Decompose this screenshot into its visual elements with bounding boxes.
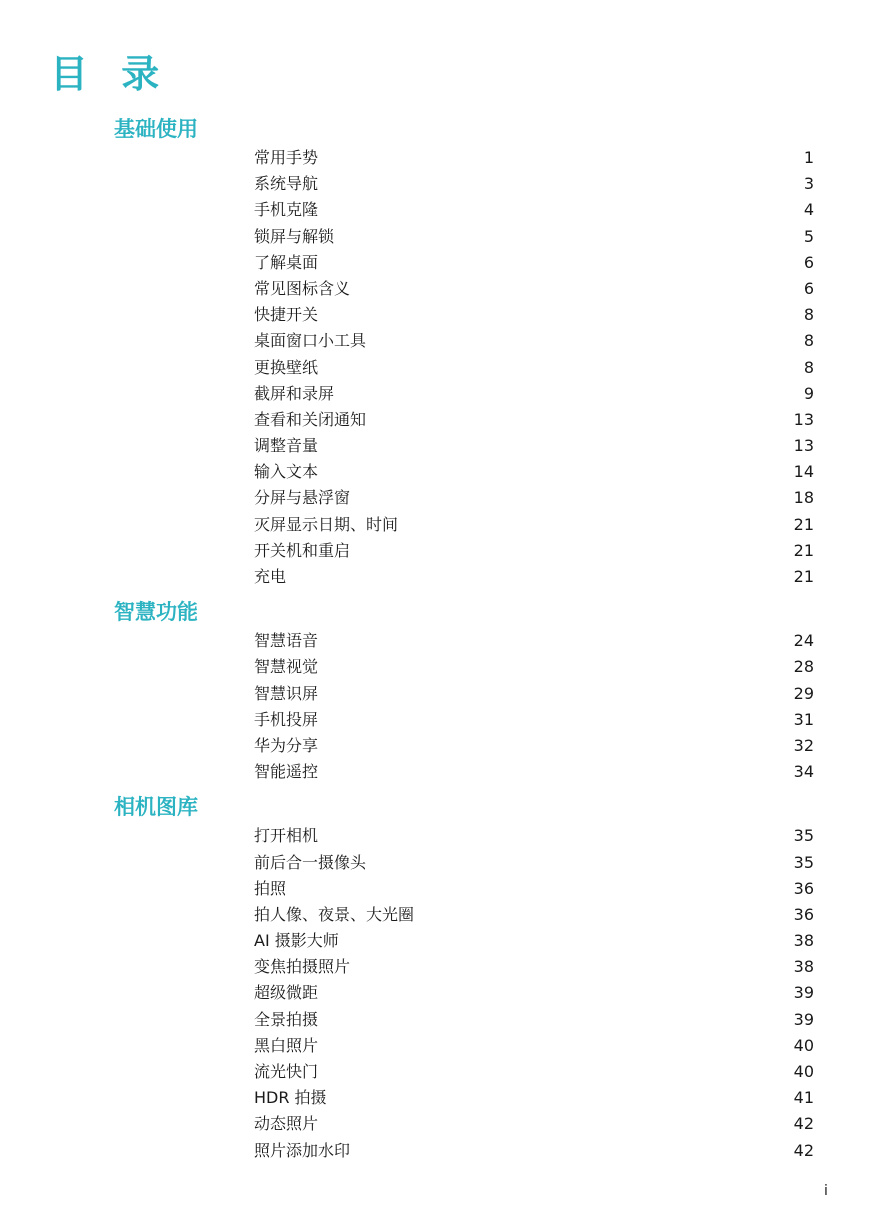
toc-entry-page: 40: [793, 1062, 814, 1081]
toc-entry-label: 查看和关闭通知: [254, 409, 367, 429]
toc-entry-label: 截屏和录屏: [254, 383, 335, 403]
toc-entry[interactable]: [0, 564, 869, 590]
toc-entry-label: 灭屏显示日期、时间: [254, 514, 399, 534]
toc-entry-page: 34: [793, 762, 814, 782]
toc-entry-page: 9: [803, 383, 814, 403]
toc-entry-label: 调整音量: [254, 436, 319, 456]
toc-entry-page: 32: [793, 735, 814, 755]
toc-entry[interactable]: [0, 355, 869, 381]
toc-entry[interactable]: [0, 1033, 869, 1059]
toc-entry-label: 华为分享: [254, 735, 319, 755]
toc-entry[interactable]: [0, 1085, 869, 1111]
section-title: 相机图库: [114, 795, 198, 820]
toc-entry-label: 照片添加水印: [254, 1140, 351, 1160]
toc-entry[interactable]: [0, 459, 869, 485]
toc-entry-page: 35: [793, 852, 814, 872]
toc-entry[interactable]: [0, 407, 869, 433]
toc-entry-page: 31: [793, 709, 814, 729]
toc-entry-page: 21: [793, 567, 814, 586]
toc-entry-page: 8: [803, 331, 814, 351]
toc-entry-page: 42: [793, 1114, 814, 1134]
toc-entry-label: HDR 拍摄: [254, 1088, 327, 1108]
toc-entry[interactable]: [0, 1059, 869, 1085]
toc-entry[interactable]: [0, 276, 869, 302]
toc-entry[interactable]: [0, 628, 869, 654]
toc-entry-page: 38: [793, 957, 814, 977]
toc-entry-page: 38: [793, 931, 814, 951]
toc-entry-label: 常用手势: [254, 148, 319, 167]
toc-entry[interactable]: [0, 823, 869, 849]
toc-entry-page: 14: [793, 462, 814, 482]
toc-entry-page: 40: [793, 1035, 814, 1055]
toc-entry-label: 快捷开关: [254, 305, 319, 325]
toc-entry[interactable]: [0, 980, 869, 1006]
section-title: 基础使用: [114, 117, 198, 141]
toc-entry-page: 3: [803, 174, 814, 194]
toc-entry-label: 智慧语音: [254, 631, 319, 651]
toc-entry[interactable]: [0, 928, 869, 954]
toc-section: [0, 596, 869, 785]
toc-entry[interactable]: [0, 145, 869, 171]
toc-entry-page: 4: [803, 200, 814, 220]
toc-entry-label: 充电: [254, 567, 287, 586]
toc-entry-label: 智慧识屏: [254, 683, 319, 703]
toc-entry-page: 8: [803, 357, 814, 377]
toc-entry[interactable]: [0, 485, 869, 511]
toc-entry[interactable]: [0, 250, 869, 276]
toc-entry-page: 8: [803, 305, 814, 325]
toc-entry-label: 全景拍摄: [254, 1009, 319, 1029]
toc-entry-page: 35: [793, 826, 814, 846]
toc-entry[interactable]: [0, 512, 869, 538]
toc-entry-label: 了解桌面: [254, 252, 319, 272]
toc-entry-page: 36: [793, 904, 814, 924]
toc-entry-page: 28: [793, 657, 814, 677]
toc-entry[interactable]: [0, 1111, 869, 1137]
toc-entry-label: 常见图标含义: [254, 278, 351, 298]
toc-entry-page: 41: [793, 1088, 814, 1108]
toc-entry-label: 输入文本: [254, 462, 319, 482]
toc-entry[interactable]: [0, 902, 869, 928]
toc-entry-page: 6: [803, 278, 814, 298]
toc-entry[interactable]: [0, 224, 869, 250]
toc-entry-page: 5: [803, 226, 814, 246]
toc-entry[interactable]: [0, 1007, 869, 1033]
toc-entry[interactable]: [0, 302, 869, 328]
toc-entry-page: 42: [793, 1140, 814, 1160]
toc-entry-page: 29: [793, 683, 814, 703]
toc-entry-label: AI 摄影大师: [254, 931, 339, 951]
toc-entry-label: 拍人像、夜景、大光圈: [254, 904, 415, 924]
toc-entry[interactable]: [0, 328, 869, 354]
section-title: 智慧功能: [114, 600, 198, 625]
toc-entry[interactable]: [0, 733, 869, 759]
toc-entry-label: 变焦拍摄照片: [254, 957, 351, 977]
toc-entry-label: 桌面窗口小工具: [254, 331, 367, 351]
page-title: 目 录: [50, 52, 170, 96]
toc-entry[interactable]: [0, 1138, 869, 1164]
toc-entry[interactable]: [0, 681, 869, 707]
toc-entry-label: 手机投屏: [254, 709, 319, 729]
toc-entry-label: 开关机和重启: [254, 540, 351, 560]
toc-entry-label: 智慧视觉: [254, 657, 319, 677]
toc-entry[interactable]: [0, 954, 869, 980]
toc-entry-label: 动态照片: [254, 1114, 319, 1134]
toc-entry-page: 24: [793, 631, 814, 651]
toc-entry-label: 手机克隆: [254, 200, 319, 220]
toc-entry[interactable]: [0, 654, 869, 680]
toc-entry-page: 1: [803, 148, 814, 167]
toc-entry-page: 39: [793, 983, 814, 1003]
toc-entry-page: 18: [793, 488, 814, 508]
toc-entry-label: 超级微距: [254, 983, 319, 1003]
toc-entry[interactable]: [0, 759, 869, 785]
toc-section: [0, 113, 869, 590]
toc-entry[interactable]: [0, 707, 869, 733]
table-of-contents: [0, 113, 869, 1164]
toc-entry-page: 21: [793, 514, 814, 534]
toc-entry-label: 打开相机: [254, 826, 319, 846]
page-number: i: [824, 1183, 828, 1199]
toc-entry-page: 21: [793, 540, 814, 560]
toc-entry[interactable]: [0, 433, 869, 459]
toc-entry-label: 锁屏与解锁: [254, 226, 335, 246]
toc-entry[interactable]: [0, 171, 869, 197]
toc-entry-label: 系统导航: [254, 174, 319, 194]
toc-entry-page: 39: [793, 1009, 814, 1029]
toc-entry-page: 13: [793, 436, 814, 456]
toc-entry[interactable]: [0, 197, 869, 223]
toc-entry-label: 黑白照片: [254, 1035, 319, 1055]
toc-entry[interactable]: [0, 850, 869, 876]
toc-entry-label: 智能遥控: [254, 762, 319, 782]
toc-entry[interactable]: [0, 381, 869, 407]
toc-entry-page: 36: [793, 878, 814, 898]
toc-entry-label: 更换壁纸: [254, 357, 319, 377]
toc-entry[interactable]: [0, 538, 869, 564]
toc-section: [0, 791, 869, 1163]
toc-entry-page: 6: [803, 252, 814, 272]
toc-entry[interactable]: [0, 876, 869, 902]
toc-entry-label: 前后合一摄像头: [254, 852, 367, 872]
toc-entry-label: 拍照: [254, 878, 287, 898]
toc-entry-label: 分屏与悬浮窗: [254, 488, 351, 508]
toc-entry-label: 流光快门: [254, 1062, 319, 1081]
toc-entry-page: 13: [793, 409, 814, 429]
